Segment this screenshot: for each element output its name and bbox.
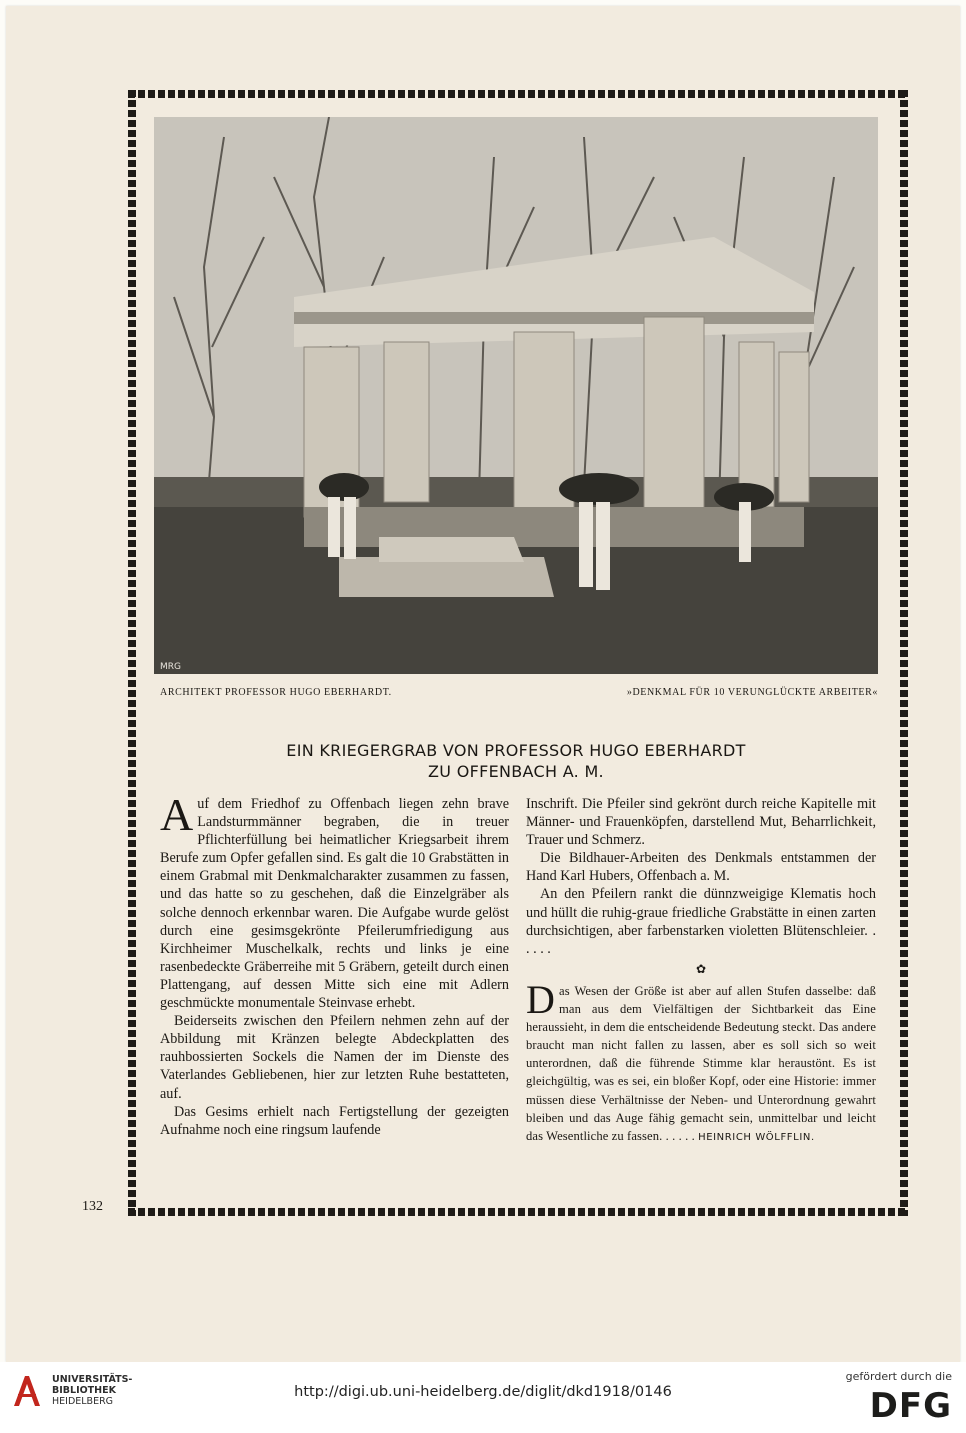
dfg-logo-icon[interactable]: DFG	[869, 1386, 952, 1426]
right-paragraph-2: Die Bildhauer-Arbeiten des Denkmals entstammen der Hand Karl Hubers, Offenbach a. M.	[526, 850, 876, 885]
page-number: 132	[82, 1199, 103, 1214]
right-paragraph-3: An den Pfeilern rankt die dünnzweigige Klematis hoch und hüllt die ruhig-graue friedliche Grabstätte in einen zarten durchsichtigen, aber farbenstarken violetten Blütenschleier. . . . . .	[526, 886, 876, 957]
right-paragraph-quote: Das Wesen der Größe ist aber auf allen Stufen dasselbe: daß man aus dem Vielfältigen der Sichtbarkeit das Eine heraussieht, in dem die entscheidende Bedeutung steckt. Das andere braucht man nicht fallen zu lassen, aber es soll sich so weit unterordnen, daß die führende Stimme klar heraustönt. Es ist gleichgültig, was es sei, ein bloßer Kopf, oder eine Historie: immer müssen diese Verhältnisse der Neben- und Unterordnung gewahrt bleiben und das Auge fähig gemacht sein, unmittelbar und leicht das Wesentliche zu fassen. . . . . . HEINRICH WÖLFFLIN.	[526, 976, 877, 1143]
quote-author: HEINRICH WÖLFFLIN.	[698, 1131, 815, 1143]
article-title-line-2: ZU OFFENBACH A. M.	[428, 762, 604, 781]
right-paragraph-1: Inschrift. Die Pfeiler sind gekrönt durch reiche Kapitelle mit Männer- und Frauenköpfen, darstellend Mut, Beharrlichkeit, Trauer und Schmerz.	[526, 796, 876, 849]
border-top	[128, 90, 908, 98]
flower-ornament-icon: ✿	[695, 961, 707, 976]
funded-by-label: gefördert durch die	[845, 1370, 952, 1383]
source-url-link[interactable]: http://digi.ub.uni-heidelberg.de/diglit/dkd1918/0146	[294, 1384, 672, 1400]
caption-architect: ARCHITEKT PROFESSOR HUGO EBERHARDT.	[160, 687, 392, 698]
left-paragraph-2: Beiderseits zwischen den Pfeilern nehmen zehn auf der Abbildung mit Kränzen belegte Abdeckplatten des rauhbossierten Sockels die Namen der im Dienste des Vaterlandes Gebliebenen, hier zur letzten Ruhe bestatteten, auf.	[160, 1013, 509, 1102]
left-paragraph-1: Auf dem Friedhof zu Offenbach liegen zehn brave Landsturmmänner begraben, die in treuer Pflichterfüllung bei heimatlicher Kriegsarbeit ihrem Berufe zum Opfer gefallen sind. Es galt die 10 Grabstätten in einem Grabmal mit Denkmalcharakter zusammen zu fassen, und das hatte so zu geschehen, daß die Einzelgräber als solche dennoch erkennbar waren. Die Aufgabe wurde gelöst durch eine gesimsgekrönte Pfeilerumfriedigung aus Kirchheimer Muschelkalk, rechts und links je eine rasenbedeckte Gräberreihe mit 5 Gräbern, geteilt durch einen Plattengang, auf dessen Mitte sich eine mit Adlern geschmückte monumentale Steinvase erhebt.	[160, 789, 509, 1012]
left-paragraph-3: Das Gesims erhielt nach Fertigstellung der gezeigten Aufnahme noch eine ringsum laufende	[160, 1103, 509, 1138]
text-column-right	[526, 795, 876, 1147]
border-left	[128, 90, 136, 1216]
memorial-photograph	[154, 117, 878, 674]
border-bottom	[128, 1208, 908, 1216]
border-right	[900, 90, 908, 1216]
university-name[interactable]: UNIVERSITÄTS- BIBLIOTHEK HEIDELBERG	[52, 1374, 133, 1407]
drop-cap-d: D	[526, 976, 555, 1022]
text-column-left	[160, 789, 509, 1139]
photo-mark: MRG	[160, 662, 181, 672]
caption-monument: »DENKMAL FÜR 10 VERUNGLÜCKTE ARBEITER«	[626, 687, 878, 698]
drop-cap-a: A	[160, 789, 194, 840]
viewer-footer	[0, 1362, 966, 1433]
article-title-line-1: EIN KRIEGERGRAB VON PROFESSOR HUGO EBERHARDT	[286, 741, 746, 760]
memorial-photo-drawing	[154, 117, 878, 674]
